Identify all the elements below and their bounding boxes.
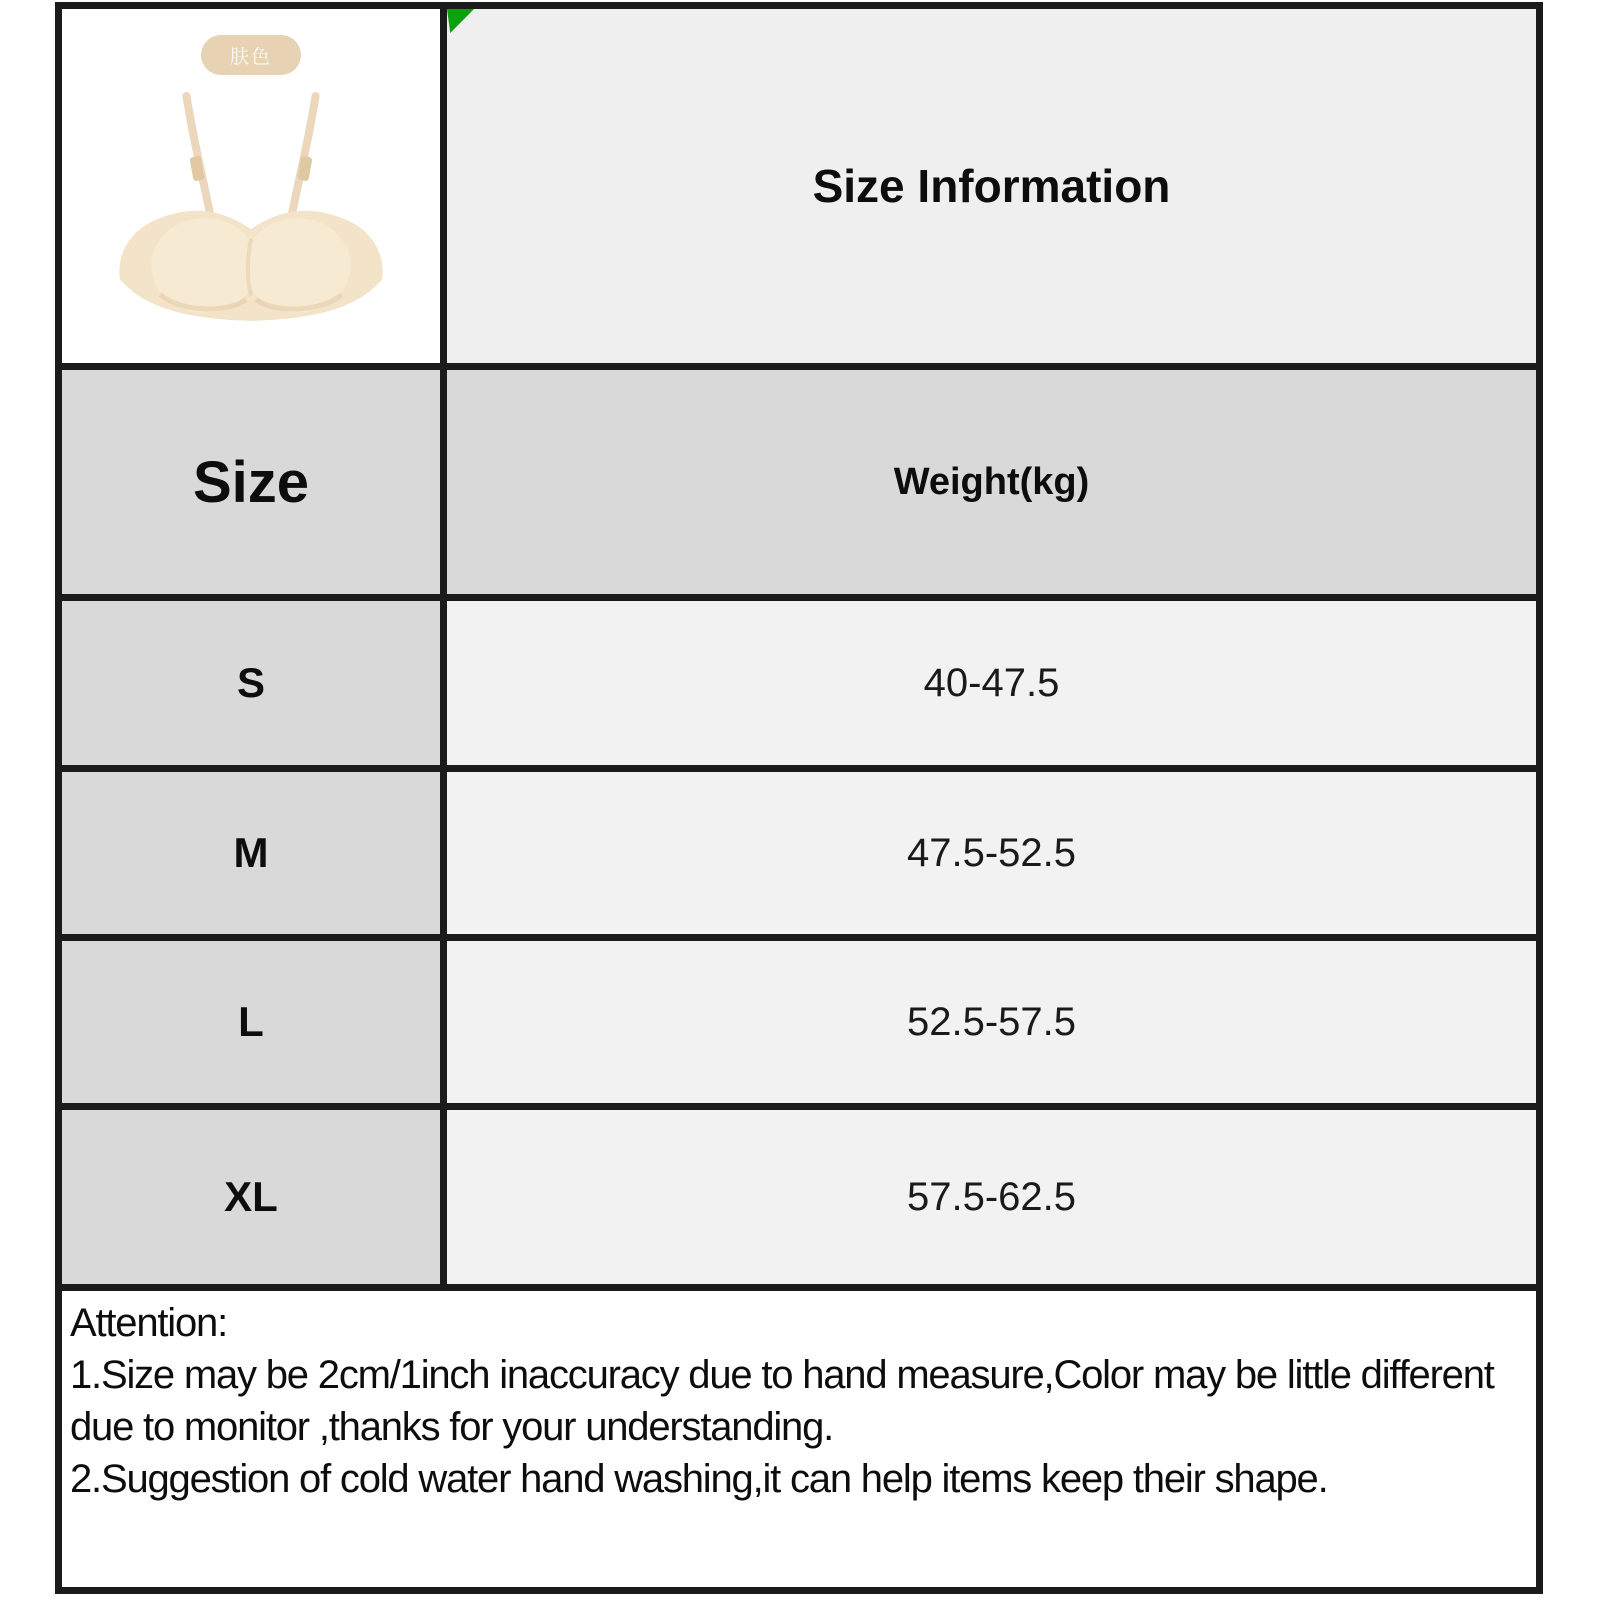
weight-value-l: 52.5-57.5 (906, 999, 1077, 1044)
product-image-cell (62, 9, 440, 363)
attention-heading: Attention: (70, 1301, 228, 1345)
page-title: Size Information (812, 160, 1171, 212)
size-table (55, 2, 1543, 1594)
color-badge (201, 35, 301, 75)
attention-section (62, 1291, 1536, 1587)
weight-value-xl: 57.5-62.5 (906, 1174, 1077, 1219)
color-badge-label: 肤色 (229, 46, 272, 68)
weight-value-m: 47.5-52.5 (906, 830, 1077, 875)
weight-value-s: 40-47.5 (923, 660, 1060, 705)
size-label-m: M (233, 829, 269, 876)
column-header-weight (447, 370, 1536, 594)
green-corner-flag-icon (447, 9, 474, 33)
table-row-size-label (62, 1110, 440, 1284)
size-label-l: L (238, 998, 264, 1045)
size-label-s: S (236, 659, 265, 706)
table-row-size-label (62, 941, 440, 1103)
attention-note-2: 2.Suggestion of cold water hand washing,it can help items keep their shape. (70, 1457, 1328, 1501)
title-cell (447, 9, 1536, 363)
table-row-weight-value (447, 601, 1536, 765)
table-row-size-label (62, 772, 440, 934)
bra-product-image (86, 88, 416, 345)
table-row-weight-value (447, 1110, 1536, 1284)
table-row-weight-value (447, 941, 1536, 1103)
column-header-weight-label: Weight(kg) (893, 460, 1090, 503)
attention-note-1: 1.Size may be 2cm/1inch inaccuracy due to hand measure,Color may be little different due to monitor ,thanks for your understanding. (70, 1353, 1494, 1449)
table-row-weight-value (447, 772, 1536, 934)
bra-illustration (86, 88, 416, 340)
table-row-size-label (62, 601, 440, 765)
column-header-size (62, 370, 440, 594)
column-header-size-label: Size (192, 449, 310, 515)
size-label-xl: XL (224, 1173, 278, 1220)
